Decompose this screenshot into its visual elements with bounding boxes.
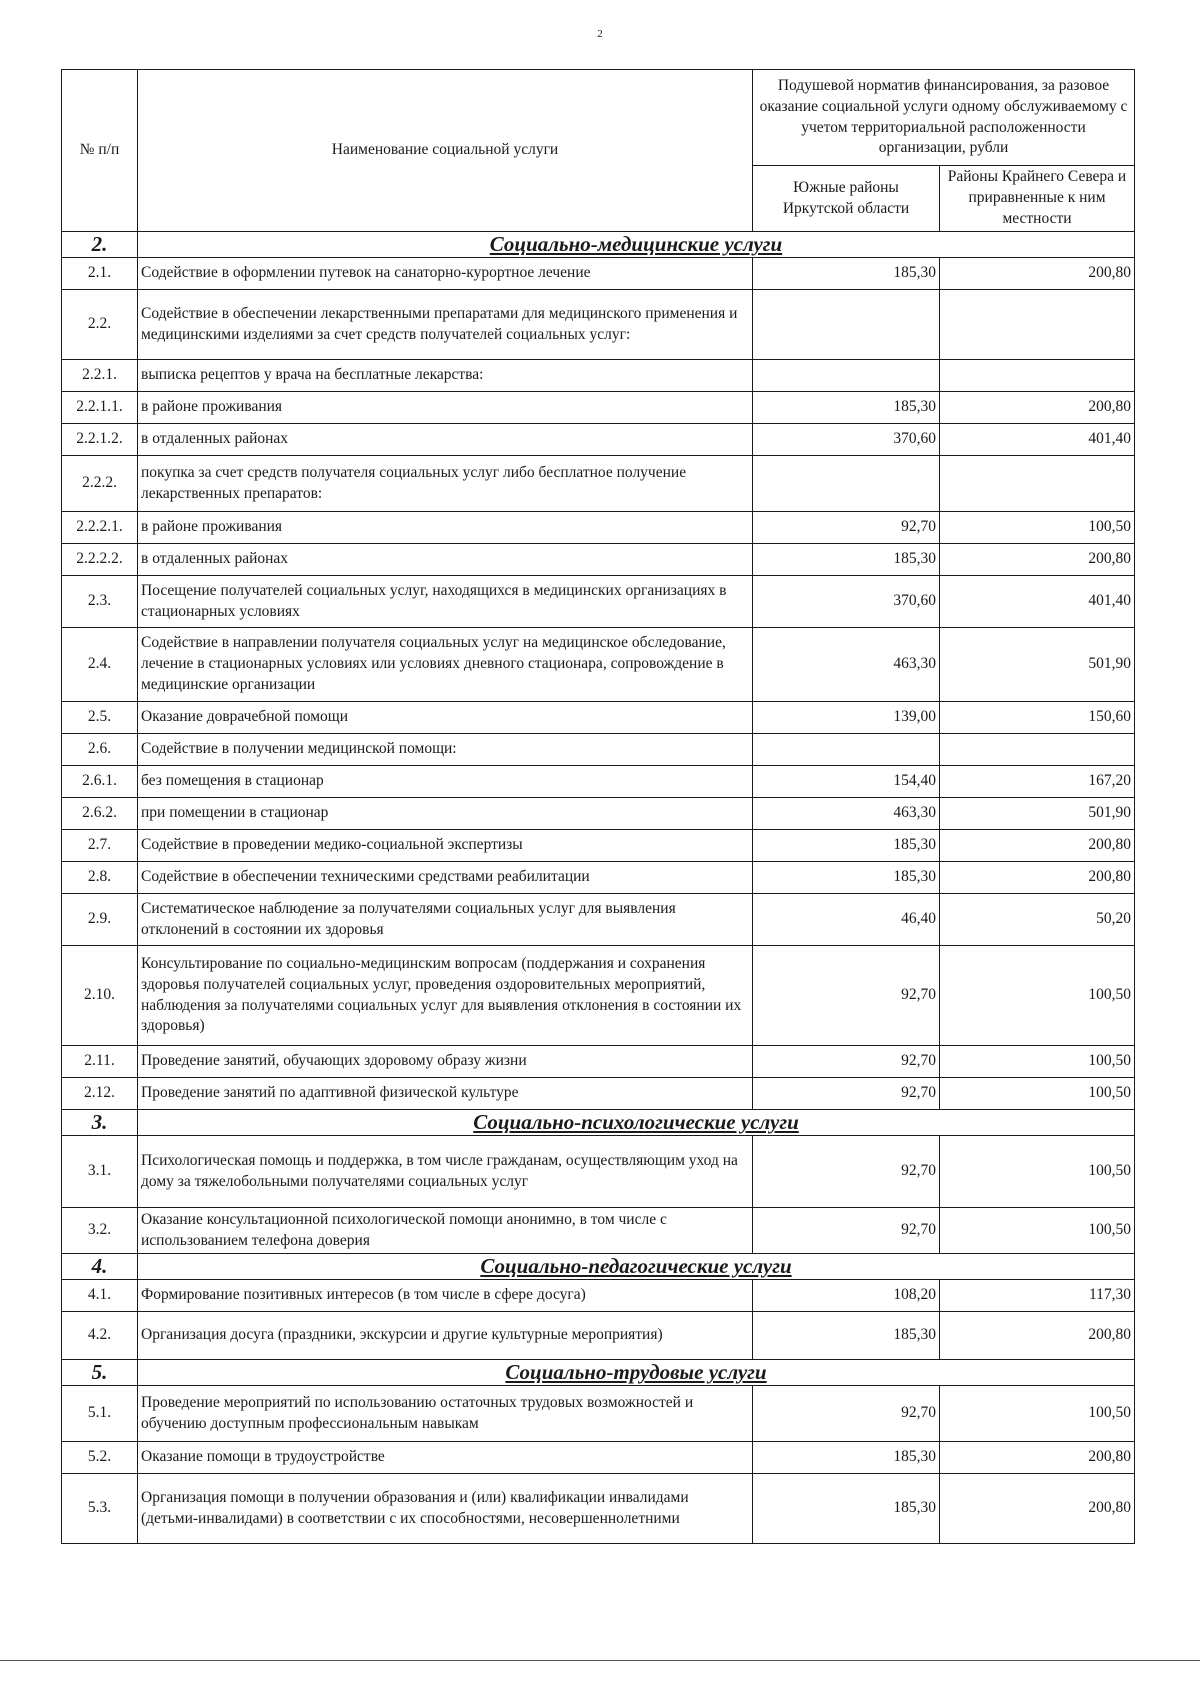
row-number: 2.6.2.: [62, 798, 138, 830]
service-name: Систематическое наблюдение за получателями социальных услуг для выявления отклонений в состоянии их здоровья: [138, 894, 753, 946]
southern-value: [753, 290, 940, 360]
service-name: Проведение занятий по адаптивной физической культуре: [138, 1078, 753, 1110]
row-number: 2.4.: [62, 628, 138, 702]
northern-value: 401,40: [940, 576, 1135, 628]
southern-value: [753, 456, 940, 512]
section-row: [62, 1254, 1135, 1280]
northern-value: 401,40: [940, 424, 1135, 456]
northern-value: 100,50: [940, 512, 1135, 544]
southern-value: 92,70: [753, 946, 940, 1046]
table-row: [62, 576, 1135, 628]
row-number: 2.1.: [62, 258, 138, 290]
row-number: 2.2.2.2.: [62, 544, 138, 576]
header-financing-norm: Подушевой норматив финансирования, за разовое оказание социальной услуги одному обслуживаемому с учетом территориальной расположенности организации, рубли: [753, 70, 1135, 166]
row-number: 2.9.: [62, 894, 138, 946]
southern-value: 463,30: [753, 798, 940, 830]
table-row: [62, 544, 1135, 576]
southern-value: 185,30: [753, 544, 940, 576]
row-number: 2.2.2.1.: [62, 512, 138, 544]
row-number: 4.1.: [62, 1280, 138, 1312]
southern-value: 108,20: [753, 1280, 940, 1312]
northern-value: 50,20: [940, 894, 1135, 946]
section-title: Социально-медицинские услуги: [138, 232, 1135, 258]
northern-value: 117,30: [940, 1280, 1135, 1312]
northern-value: 200,80: [940, 830, 1135, 862]
service-name: при помещении в стационар: [138, 798, 753, 830]
table-row: [62, 1078, 1135, 1110]
service-name: Содействие в оформлении путевок на санаторно-курортное лечение: [138, 258, 753, 290]
row-number: 5.1.: [62, 1386, 138, 1442]
row-number: 2.3.: [62, 576, 138, 628]
northern-value: 200,80: [940, 258, 1135, 290]
row-number: 2.10.: [62, 946, 138, 1046]
row-number: 3.2.: [62, 1208, 138, 1254]
northern-value: 100,50: [940, 1046, 1135, 1078]
table-row: [62, 392, 1135, 424]
northern-value: 100,50: [940, 1386, 1135, 1442]
service-name: Проведение мероприятий по использованию остаточных трудовых возможностей и обучению доступным профессиональным навыкам: [138, 1386, 753, 1442]
service-name: в отдаленных районах: [138, 544, 753, 576]
northern-value: 200,80: [940, 862, 1135, 894]
service-name: Посещение получателей социальных услуг, находящихся в медицинских организациях в стационарных условиях: [138, 576, 753, 628]
service-name: Оказание помощи в трудоустройстве: [138, 1442, 753, 1474]
service-name: покупка за счет средств получателя социальных услуг либо бесплатное получение лекарственных препаратов:: [138, 456, 753, 512]
northern-value: 100,50: [940, 1078, 1135, 1110]
section-title: Социально-психологические услуги: [138, 1110, 1135, 1136]
southern-value: [753, 360, 940, 392]
table-row: [62, 424, 1135, 456]
table-row: [62, 830, 1135, 862]
table-row: [62, 946, 1135, 1046]
southern-value: 92,70: [753, 512, 940, 544]
row-number: 3.1.: [62, 1136, 138, 1208]
row-number: 2.6.1.: [62, 766, 138, 798]
northern-value: 200,80: [940, 392, 1135, 424]
service-name: без помещения в стационар: [138, 766, 753, 798]
southern-value: 185,30: [753, 392, 940, 424]
table-row: [62, 1136, 1135, 1208]
section-title: Социально-педагогические услуги: [138, 1254, 1135, 1280]
table-row: [62, 290, 1135, 360]
section-row: [62, 1360, 1135, 1386]
table-row: [62, 512, 1135, 544]
header-southern-districts: Южные районы Иркутской области: [753, 166, 940, 232]
northern-value: 501,90: [940, 798, 1135, 830]
table-row: [62, 628, 1135, 702]
southern-value: 463,30: [753, 628, 940, 702]
northern-value: 150,60: [940, 702, 1135, 734]
southern-value: 185,30: [753, 862, 940, 894]
table-row: [62, 702, 1135, 734]
row-number: 4.2.: [62, 1312, 138, 1360]
northern-value: 200,80: [940, 1312, 1135, 1360]
row-number: 2.2.2.: [62, 456, 138, 512]
service-name: в районе проживания: [138, 392, 753, 424]
header-far-north-districts: Районы Крайнего Севера и приравненные к ним местности: [940, 166, 1135, 232]
southern-value: 92,70: [753, 1208, 940, 1254]
service-name: Содействие в обеспечении лекарственными препаратами для медицинского применения и медицинскими изделиями за счет средств получателей социальных услуг:: [138, 290, 753, 360]
page-number: 2: [597, 28, 603, 40]
header-service-name: Наименование социальной услуги: [138, 70, 753, 232]
southern-value: 185,30: [753, 1442, 940, 1474]
table-row: [62, 798, 1135, 830]
service-name: Формирование позитивных интересов (в том числе в сфере досуга): [138, 1280, 753, 1312]
header-number: № п/п: [62, 70, 138, 232]
southern-value: 185,30: [753, 258, 940, 290]
northern-value: [940, 456, 1135, 512]
section-row: [62, 1110, 1135, 1136]
service-name: Содействие в обеспечении техническими средствами реабилитации: [138, 862, 753, 894]
table-row: [62, 734, 1135, 766]
southern-value: 92,70: [753, 1136, 940, 1208]
southern-value: 185,30: [753, 1474, 940, 1544]
table-row: [62, 456, 1135, 512]
southern-value: 185,30: [753, 1312, 940, 1360]
northern-value: 501,90: [940, 628, 1135, 702]
section-row: [62, 232, 1135, 258]
table-row: [62, 1280, 1135, 1312]
table-row: [62, 1474, 1135, 1544]
southern-value: [753, 734, 940, 766]
table-row: [62, 894, 1135, 946]
southern-value: 92,70: [753, 1046, 940, 1078]
section-number: 2.: [62, 232, 138, 258]
row-number: 2.12.: [62, 1078, 138, 1110]
row-number: 5.2.: [62, 1442, 138, 1474]
table-row: [62, 1442, 1135, 1474]
northern-value: [940, 360, 1135, 392]
table-row: [62, 1046, 1135, 1078]
row-number: 2.11.: [62, 1046, 138, 1078]
southern-value: 92,70: [753, 1078, 940, 1110]
service-name: в отдаленных районах: [138, 424, 753, 456]
southern-value: 92,70: [753, 1386, 940, 1442]
service-name: Оказание доврачебной помощи: [138, 702, 753, 734]
row-number: 2.6.: [62, 734, 138, 766]
northern-value: 200,80: [940, 1474, 1135, 1544]
table-row: [62, 766, 1135, 798]
northern-value: 200,80: [940, 544, 1135, 576]
southern-value: 185,30: [753, 830, 940, 862]
section-number: 5.: [62, 1360, 138, 1386]
service-name: Консультирование по социально-медицинским вопросам (поддержания и сохранения здоровья получателей социальных услуг, проведения оздоровительных мероприятий, наблюдения за получателями социальных услуг для выявления отклонения в состоянии их здоровья): [138, 946, 753, 1046]
northern-value: 167,20: [940, 766, 1135, 798]
row-number: 2.5.: [62, 702, 138, 734]
northern-value: 200,80: [940, 1442, 1135, 1474]
row-number: 2.2.1.: [62, 360, 138, 392]
row-number: 5.3.: [62, 1474, 138, 1544]
southern-value: 154,40: [753, 766, 940, 798]
northern-value: 100,50: [940, 946, 1135, 1046]
southern-value: 370,60: [753, 576, 940, 628]
northern-value: [940, 734, 1135, 766]
northern-value: [940, 290, 1135, 360]
service-name: Содействие в проведении медико-социальной экспертизы: [138, 830, 753, 862]
table-row: [62, 1208, 1135, 1254]
southern-value: 46,40: [753, 894, 940, 946]
row-number: 2.7.: [62, 830, 138, 862]
table-row: [62, 862, 1135, 894]
row-number: 2.2.: [62, 290, 138, 360]
section-title: Социально-трудовые услуги: [138, 1360, 1135, 1386]
services-table: [61, 69, 1135, 1544]
table-row: [62, 360, 1135, 392]
service-name: Организация помощи в получении образования и (или) квалификации инвалидами (детьми-инвалидами) в соответствии с их способностями, несовершеннолетними: [138, 1474, 753, 1544]
table-row: [62, 1386, 1135, 1442]
service-name: Организация досуга (праздники, экскурсии и другие культурные мероприятия): [138, 1312, 753, 1360]
bottom-rule: [0, 1660, 1200, 1661]
service-name: Содействие в направлении получателя социальных услуг на медицинское обследование, лечение в стационарных условиях или условиях дневного стационара, сопровождение в медицинские организации: [138, 628, 753, 702]
northern-value: 100,50: [940, 1136, 1135, 1208]
service-name: Содействие в получении медицинской помощи:: [138, 734, 753, 766]
southern-value: 139,00: [753, 702, 940, 734]
service-name: Проведение занятий, обучающих здоровому образу жизни: [138, 1046, 753, 1078]
section-number: 4.: [62, 1254, 138, 1280]
row-number: 2.2.1.2.: [62, 424, 138, 456]
service-name: Оказание консультационной психологической помощи анонимно, в том числе с использованием телефона доверия: [138, 1208, 753, 1254]
service-name: в районе проживания: [138, 512, 753, 544]
northern-value: 100,50: [940, 1208, 1135, 1254]
section-number: 3.: [62, 1110, 138, 1136]
table-row: [62, 258, 1135, 290]
table-body: [62, 232, 1135, 1544]
table-row: [62, 1312, 1135, 1360]
row-number: 2.2.1.1.: [62, 392, 138, 424]
southern-value: 370,60: [753, 424, 940, 456]
service-name: Психологическая помощь и поддержка, в том числе гражданам, осуществляющим уход на дому за тяжелобольными получателями социальных услуг: [138, 1136, 753, 1208]
row-number: 2.8.: [62, 862, 138, 894]
service-name: выписка рецептов у врача на бесплатные лекарства:: [138, 360, 753, 392]
